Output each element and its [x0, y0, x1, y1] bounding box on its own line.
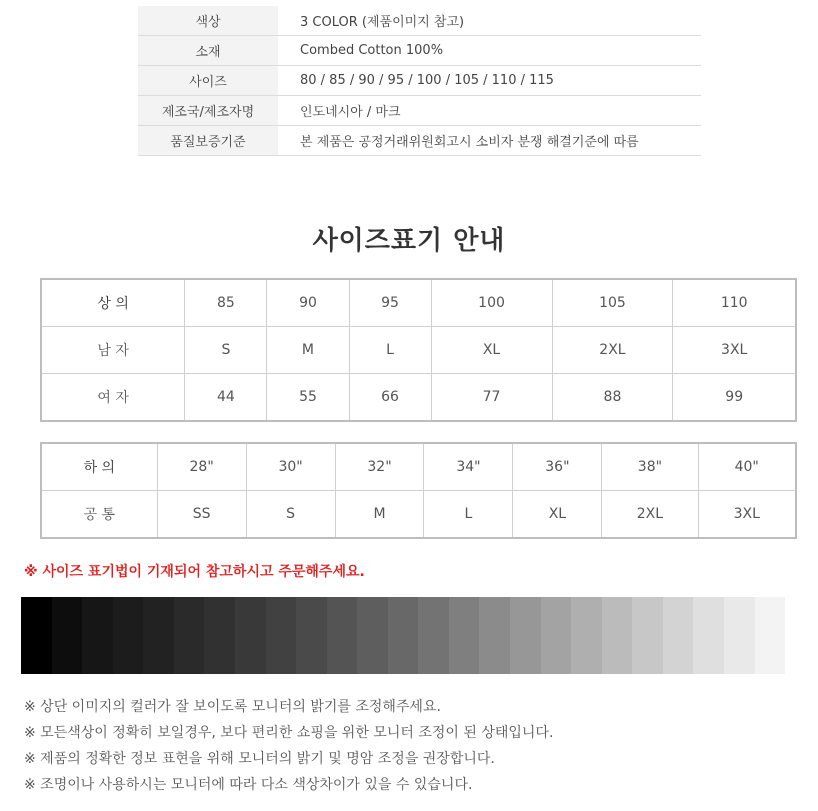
- table-row: [41, 327, 796, 374]
- spec-label: 소재: [138, 36, 278, 66]
- gray-swatch: [82, 597, 113, 674]
- table-cell: M: [335, 491, 424, 539]
- spec-row-material: [138, 36, 701, 66]
- grayscale-calibration-strip: [21, 597, 785, 674]
- gray-swatch: [143, 597, 174, 674]
- gray-swatch: [510, 597, 541, 674]
- table-cell: 95: [349, 279, 431, 327]
- table-row: [41, 279, 796, 327]
- gray-swatch: [541, 597, 572, 674]
- table-cell: 85: [185, 279, 267, 327]
- note-item: ※ 조명이나 사용하시는 모니터에 따라 다소 색상차이가 있을 수 있습니다.: [24, 777, 473, 793]
- gray-swatch: [204, 597, 235, 674]
- table-cell: 40": [698, 443, 796, 491]
- gray-swatch: [174, 597, 205, 674]
- gray-swatch: [235, 597, 266, 674]
- spec-row-color: [138, 6, 701, 36]
- table-cell: 77: [431, 374, 552, 422]
- note-item: ※ 모든색상이 정확히 보일경우, 보다 편리한 쇼핑을 위한 모니터 조정이 된 상태입니다.: [24, 725, 554, 741]
- spec-label: 제조국/제조자명: [138, 96, 278, 126]
- spec-value: 본 제품은 공정거래위원회고시 소비자 분쟁 해결기준에 따름: [278, 126, 701, 156]
- product-spec-table: [138, 6, 701, 156]
- spec-label: 사이즈: [138, 66, 278, 96]
- table-cell: 36": [513, 443, 602, 491]
- row-header: 공 통: [41, 491, 157, 539]
- gray-swatch: [113, 597, 144, 674]
- spec-row-warranty: [138, 126, 701, 156]
- row-header: 하 의: [41, 443, 157, 491]
- spec-value: Combed Cotton 100%: [278, 36, 701, 66]
- gray-swatch: [266, 597, 297, 674]
- table-cell: S: [185, 327, 267, 374]
- table-cell: 2XL: [602, 491, 698, 539]
- table-cell: M: [267, 327, 349, 374]
- table-cell: 3XL: [698, 491, 796, 539]
- row-header: 상 의: [41, 279, 185, 327]
- spec-value: 인도네시아 / 마크: [278, 96, 701, 126]
- spec-value: 3 COLOR (제품이미지 참고): [278, 6, 701, 36]
- table-cell: 90: [267, 279, 349, 327]
- table-cell: 44: [185, 374, 267, 422]
- table-cell: 30": [246, 443, 335, 491]
- table-cell: S: [246, 491, 335, 539]
- monitor-notes: [24, 697, 553, 801]
- note-item: ※ 제품의 정확한 정보 표현을 위해 모니터의 밝기 및 명암 조정을 권장합니다.: [24, 751, 495, 767]
- table-cell: 38": [602, 443, 698, 491]
- gray-swatch: [21, 597, 52, 674]
- table-cell: 66: [349, 374, 431, 422]
- note-item: ※ 상단 이미지의 컬러가 잘 보이도록 모니터의 밝기를 조정해주세요.: [24, 699, 441, 715]
- gray-swatch: [52, 597, 83, 674]
- table-cell: 100: [431, 279, 552, 327]
- table-cell: 3XL: [673, 327, 796, 374]
- spec-value: 80 / 85 / 90 / 95 / 100 / 105 / 110 / 115: [278, 66, 701, 96]
- table-cell: L: [424, 491, 513, 539]
- row-header: 여 자: [41, 374, 185, 422]
- gray-swatch: [693, 597, 724, 674]
- gray-swatch: [755, 597, 786, 674]
- table-cell: 28": [157, 443, 246, 491]
- table-cell: L: [349, 327, 431, 374]
- table-cell: 110: [673, 279, 796, 327]
- gray-swatch: [388, 597, 419, 674]
- gray-swatch: [602, 597, 633, 674]
- gray-swatch: [449, 597, 480, 674]
- size-guide-title: 사이즈표기 안내: [312, 226, 506, 256]
- gray-swatch: [296, 597, 327, 674]
- table-cell: 105: [552, 279, 673, 327]
- table-cell: SS: [157, 491, 246, 539]
- table-cell: 99: [673, 374, 796, 422]
- spec-label: 색상: [138, 6, 278, 36]
- table-cell: 88: [552, 374, 673, 422]
- spec-row-origin: [138, 96, 701, 126]
- gray-swatch: [724, 597, 755, 674]
- table-cell: XL: [431, 327, 552, 374]
- table-cell: 2XL: [552, 327, 673, 374]
- top-size-table: [40, 278, 797, 422]
- table-row: [41, 443, 796, 491]
- gray-swatch: [479, 597, 510, 674]
- row-header: 남 자: [41, 327, 185, 374]
- table-cell: 55: [267, 374, 349, 422]
- gray-swatch: [571, 597, 602, 674]
- table-cell: 34": [424, 443, 513, 491]
- size-notice: ※ 사이즈 표기법이 기재되어 참고하시고 주문해주세요.: [24, 564, 365, 580]
- gray-swatch: [663, 597, 694, 674]
- table-cell: XL: [513, 491, 602, 539]
- table-row: [41, 374, 796, 422]
- table-cell: 32": [335, 443, 424, 491]
- spec-row-size: [138, 66, 701, 96]
- gray-swatch: [418, 597, 449, 674]
- gray-swatch: [327, 597, 358, 674]
- spec-label: 품질보증기준: [138, 126, 278, 156]
- gray-swatch: [632, 597, 663, 674]
- bottom-size-table: [40, 442, 797, 539]
- gray-swatch: [357, 597, 388, 674]
- table-row: [41, 491, 796, 539]
